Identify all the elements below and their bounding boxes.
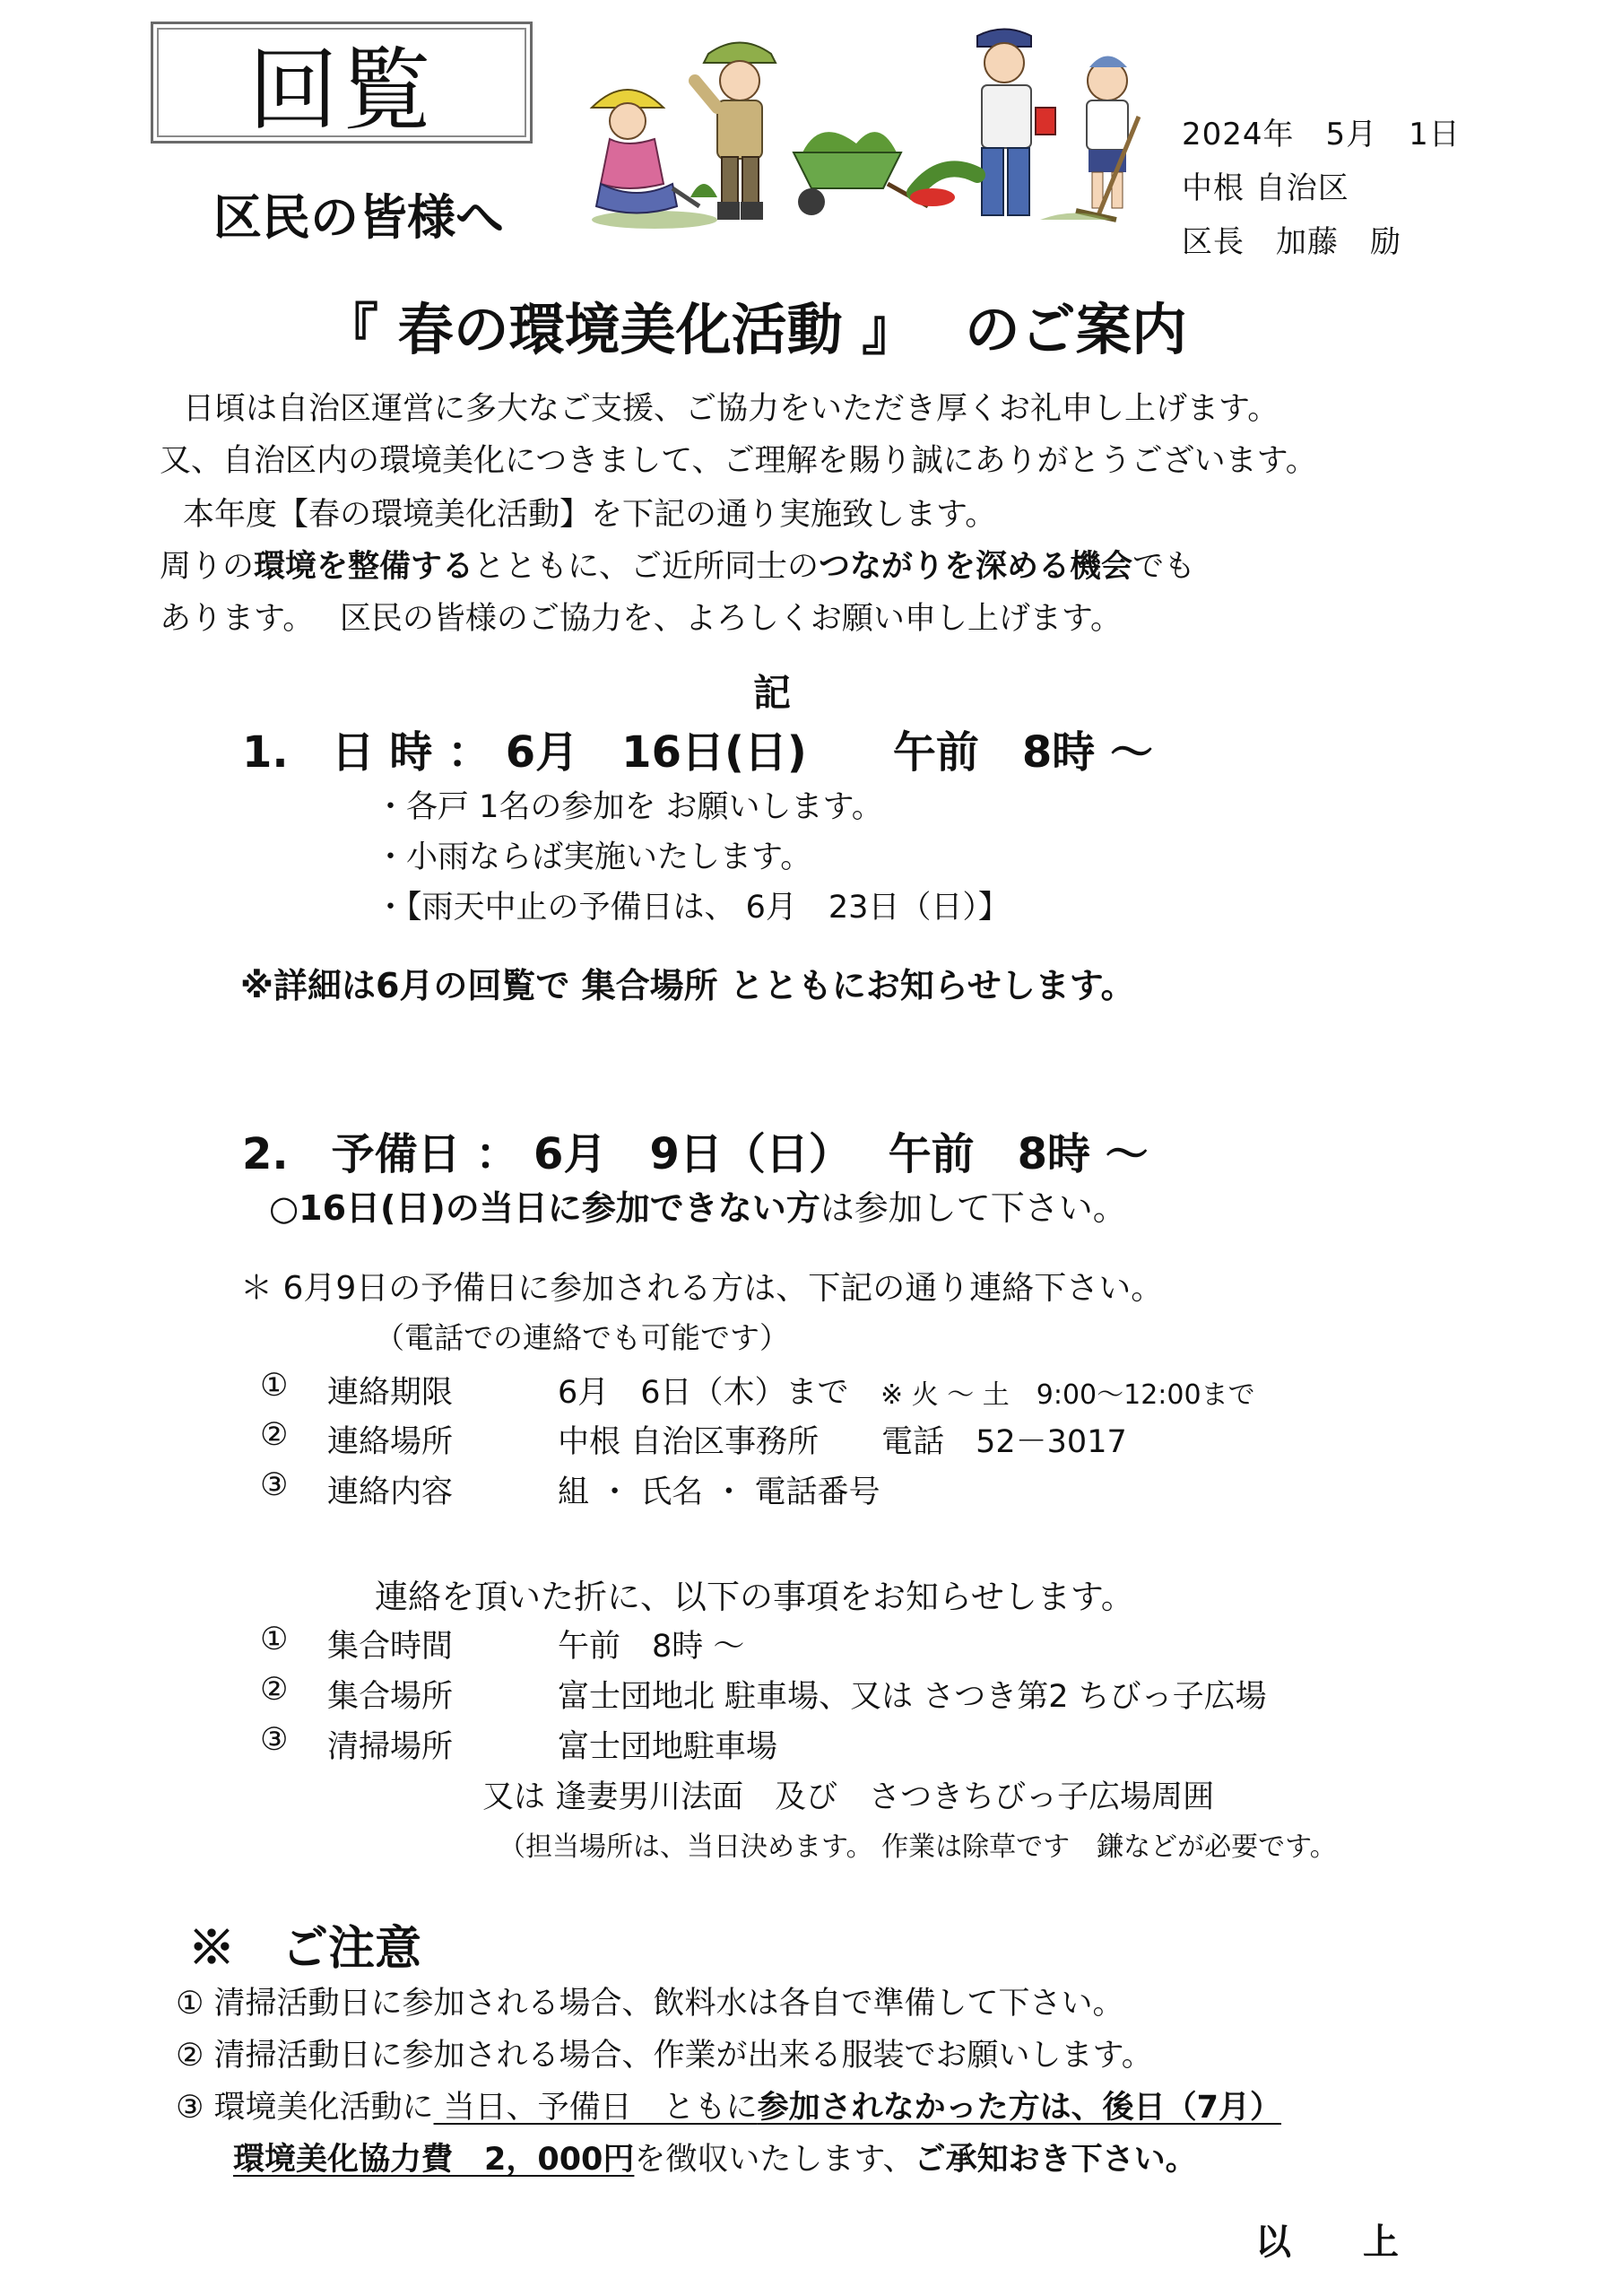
greeting: 区民の皆様へ — [213, 188, 504, 246]
item2-heading: 2. 予備日 ： 6月 9日（日） 午前 8時 ～ — [242, 1129, 1149, 1179]
item1-bullet-1: ・各戸 1名の参加を お願いします。 — [375, 789, 883, 825]
item1-bullet-2: ・小雨ならば実施いたします。 — [375, 839, 812, 875]
notify-value: 富士団地駐車場 — [558, 1729, 778, 1765]
notify-label: 清掃場所 — [327, 1729, 454, 1765]
contact-num: ① — [260, 1368, 289, 1404]
intro-line-3: 本年度【春の環境美化活動】を下記の通り実施致します。 — [183, 497, 997, 533]
caution-emphasis: ご承知おき下さい。 — [914, 2142, 1197, 2178]
organization: 中根 自治区 — [1182, 170, 1349, 206]
contact-intro: ＊ 6月9日の予備日に参加される方は、下記の通り連絡下さい。 — [240, 1270, 1164, 1307]
man-weeding-icon — [910, 30, 1055, 216]
intro-emphasis: つながりを深める機会 — [819, 549, 1133, 585]
item2-subline — [269, 1180, 1127, 1230]
caution-item-2: ② 清掃活動日に参加される場合、作業が出来る服装でお願いします。 — [176, 2038, 1153, 2074]
kairan-label: 回覧 — [248, 38, 435, 143]
contact-value: 中根 自治区事務所 電話 52－3017 — [558, 1424, 1127, 1460]
notify-num: ② — [260, 1672, 289, 1708]
contact-label: 連絡期限 — [327, 1375, 454, 1411]
caution-underlined: 当日、予備日 ともに — [433, 2090, 758, 2126]
boy-raking-icon — [1040, 57, 1139, 221]
notify-value: 富士団地北 駐車場、又は さつき第2 ちびっ子広場 — [558, 1679, 1267, 1715]
item1-heading: 1. 日 時 ： 6月 16日(日) 午前 8時 ～ — [242, 727, 1153, 778]
intro-emphasis: 環境を整備する — [254, 549, 474, 585]
intro-text: とともに、ご近所同士の — [473, 549, 820, 585]
clean-note: （担当場所は、当日決めます。 作業は除草です 鎌などが必要です。 — [499, 1831, 1337, 1863]
item1-note: ※詳細は6月の回覧で 集合場所 とともにお知らせします。 — [240, 966, 1135, 1005]
contact-extra: ※ 火 ～ 土 9:00～12:00まで — [880, 1379, 1255, 1411]
clean-extra: 又は 逢妻男川法面 及び さつきちびっ子広場周囲 — [482, 1779, 1215, 1815]
header-illustration — [574, 18, 1201, 233]
contact-num: ③ — [260, 1467, 289, 1503]
item2-subline-text: は参加して下さい。 — [820, 1188, 1127, 1228]
page-title: 『 春の環境美化活動 』 のご案内 — [323, 297, 1187, 362]
intro-text: 周りの — [160, 549, 255, 585]
wheelbarrow-icon — [794, 132, 928, 215]
notify-num: ① — [260, 1622, 289, 1657]
fee-amount: 環境美化協力費 2，000円 — [233, 2142, 635, 2178]
intro-line-4 — [160, 542, 1195, 587]
caution-item-1: ① 清掃活動日に参加される場合、飲料水は各自で準備して下さい。 — [176, 1986, 1124, 2022]
woman-gardening-icon — [592, 90, 717, 229]
contact-value: 組 ・ 氏名 ・ 電話番号 — [558, 1474, 880, 1510]
contact-note: （電話での連絡でも可能です） — [375, 1320, 789, 1355]
intro-line-1: 日頃は自治区運営に多大なご支援、ご協力をいただき厚くお礼申し上げます。 — [183, 391, 1279, 427]
item1-bullet-3: ・【雨天中止の予備日は、 6月 23日（日）】 — [375, 890, 1010, 926]
caution-item-3-cont — [233, 2135, 1197, 2179]
caution-text: ③ 環境美化活動に — [176, 2090, 434, 2126]
contact-label: 連絡場所 — [327, 1424, 454, 1460]
notify-label: 集合時間 — [327, 1629, 454, 1665]
caution-emphasis: 参加されなかった方は、後日（7月） — [757, 2090, 1282, 2126]
contact-value: 6月 6日（木）まで — [558, 1375, 849, 1411]
signer: 区長 加藤 励 — [1182, 224, 1401, 260]
date: 2024年 5月 1日 — [1182, 117, 1461, 152]
closing: 以 上 — [1255, 2222, 1399, 2263]
caution-heading: ※ ご注意 — [188, 1921, 422, 1976]
contact-label: 連絡内容 — [327, 1474, 454, 1510]
kairan-stamp — [151, 22, 533, 144]
intro-line-5: あります。 区民の皆様のご協力を、よろしくお願い申し上げます。 — [160, 601, 1123, 637]
notify-num: ③ — [260, 1722, 289, 1758]
caution-item-3 — [176, 2083, 1281, 2127]
notify-intro: 連絡を頂いた折に、以下の事項をお知らせします。 — [375, 1578, 1134, 1616]
notify-value: 午前 8時 ～ — [558, 1629, 745, 1665]
contact-num: ② — [260, 1417, 289, 1453]
item2-subline-emphasis: ○16日(日)の当日に参加できない方 — [269, 1188, 820, 1228]
notify-label: 集合場所 — [327, 1679, 454, 1715]
ki-marker: 記 — [753, 671, 792, 715]
caution-text: を徴収いたします、 — [634, 2142, 915, 2178]
intro-text: でも — [1132, 549, 1196, 585]
intro-line-2: 又、自治区内の環境美化につきまして、ご理解を賜り誠にありがとうございます。 — [160, 443, 1317, 479]
contact-row — [260, 1368, 288, 1404]
